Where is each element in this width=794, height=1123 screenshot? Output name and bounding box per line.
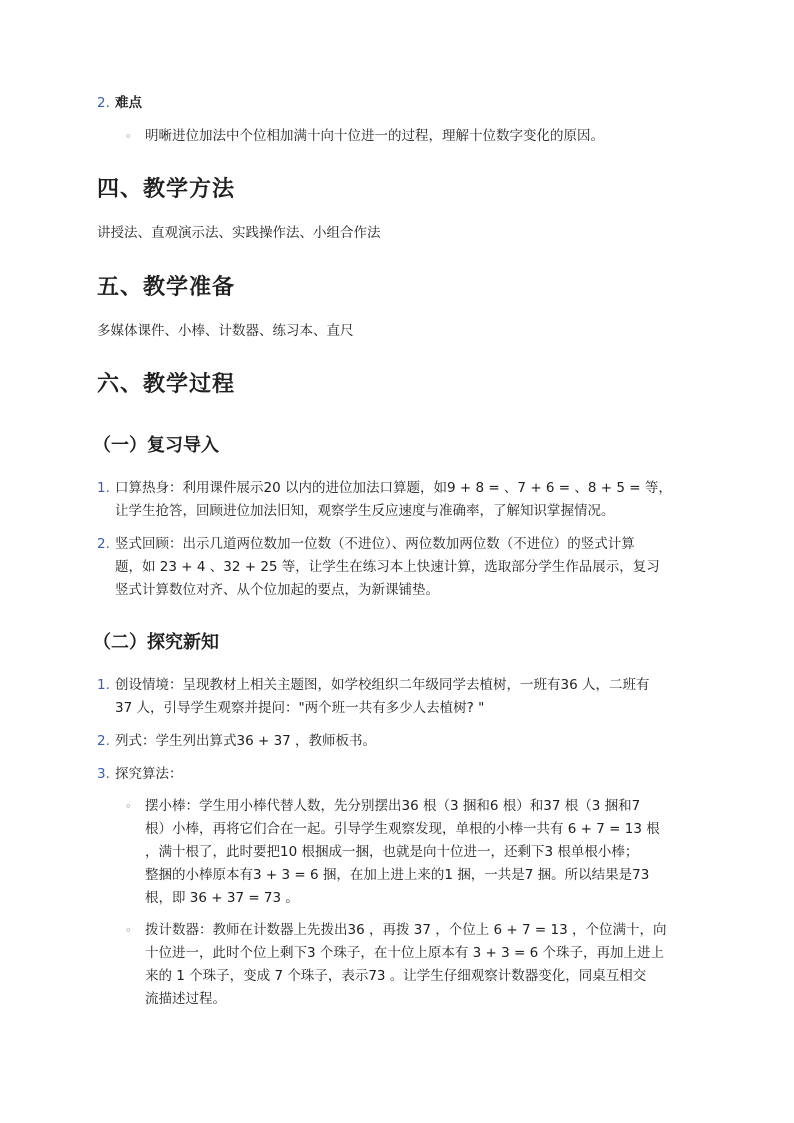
review-item-1 (97, 477, 725, 523)
explore-item-3 (97, 763, 725, 786)
method-text: 讲授法、直观演示法、实践操作法、小组合作法 (97, 225, 381, 241)
review-heading: （一）复习导入 (93, 435, 219, 456)
sub-item-abacus-line1: 拨计数器：教师在计数器上先拨出36 ，再拨 37 ，个位上 6 + 7 = 13 ，个位满十，向 (145, 922, 667, 938)
list-number: 2. (97, 733, 110, 749)
sub-item-sticks-line5: 根，即 36 + 37 = 73 。 (145, 890, 299, 906)
list-number: 3. (97, 766, 110, 782)
sub-item-sticks (97, 795, 755, 910)
method-heading: 四、教学方法 (97, 177, 236, 202)
sub-item-abacus-line3: 来的 1 个珠子，变成 7 个珠子，表示73 。让学生仔细观察计数器变化，同桌互相交 (145, 968, 647, 984)
prep-text: 多媒体课件、小棒、计数器、练习本、直尺 (97, 323, 354, 339)
prep-heading: 五、教学准备 (97, 275, 236, 300)
explore-item-3-line1: 探究算法： (115, 766, 183, 782)
explore-item-1 (97, 674, 725, 720)
sub-item-abacus-line4: 流描述过程。 (145, 991, 226, 1007)
review-item-1-line1: 口算热身：利用课件展示20 以内的进位加法口算题，如9 + 8 = 、7 + 6 = 、8 + 5 = 等， (115, 480, 672, 496)
explore-item-1-line1: 创设情境：呈现教材上相关主题图，如学校组织二年级同学去植树，一班有36 人，二班有 (115, 677, 650, 693)
sub-item-sticks-line1: 摆小棒：学生用小棒代替人数，先分别摆出36 根（3 捆和6 根）和37 根（3 捆和7 (145, 798, 641, 814)
list-number: 2. (97, 95, 110, 111)
bullet-icon: ◦ (125, 800, 132, 813)
sub-item-sticks-line4: 整捆的小棒原本有3 + 3 = 6 捆，在加上进上来的1 捆，一共是7 捆。所以结果是73 (145, 867, 650, 883)
bullet-icon: ◦ (125, 130, 132, 143)
difficulty-point-text: 明晰进位加法中个位相加满十向十位进一的过程，理解十位数字变化的原因。 (145, 128, 604, 144)
process-heading: 六、教学过程 (97, 372, 236, 397)
review-item-2-line2: 题，如 23 + 4 、32 + 25 等，让学生在练习本上快速计算，选取部分学生作品展示，复习 (115, 559, 660, 575)
explore-heading: （二）探究新知 (93, 632, 219, 653)
explore-item-2 (97, 730, 725, 753)
sub-item-sticks-line3: ，满十根了，此时要把10 根捆成一捆，也就是向十位进一，还剩下3 根单根小棒； (145, 844, 639, 860)
sub-item-abacus-line2: 十位进一，此时个位上剩下3 个珠子，在十位上原本有 3 + 3 = 6 个珠子，再加上进上 (145, 945, 665, 961)
list-number: 2. (97, 536, 110, 552)
list-number: 1. (97, 480, 110, 496)
review-item-2 (97, 533, 725, 602)
review-item-2-line1: 竖式回顾：出示几道两位数加一位数（不进位）、两位数加两位数（不进位）的竖式计算 (115, 536, 635, 552)
difficulty-title: 难点 (115, 95, 142, 111)
difficulty-point (97, 125, 755, 148)
review-item-2-line3: 竖式计算数位对齐、从个位加起的要点，为新课铺垫。 (115, 582, 439, 598)
difficulty-item (97, 92, 725, 115)
explore-item-2-line1: 列式：学生列出算式36 + 37 ，教师板书。 (115, 733, 377, 749)
review-item-1-line2: 让学生抢答，回顾进位加法旧知，观察学生反应速度与准确率，了解知识掌握情况。 (115, 503, 615, 519)
explore-item-1-line2: 37 人，引导学生观察并提问："两个班一共有多少人去植树? " (115, 700, 485, 716)
bullet-icon: ◦ (125, 924, 132, 937)
sub-item-abacus (97, 919, 755, 1011)
list-number: 1. (97, 677, 110, 693)
sub-item-sticks-line2: 根）小棒，再将它们合在一起。引导学生观察发现，单根的小棒一共有 6 + 7 = 13 根 (145, 821, 660, 837)
